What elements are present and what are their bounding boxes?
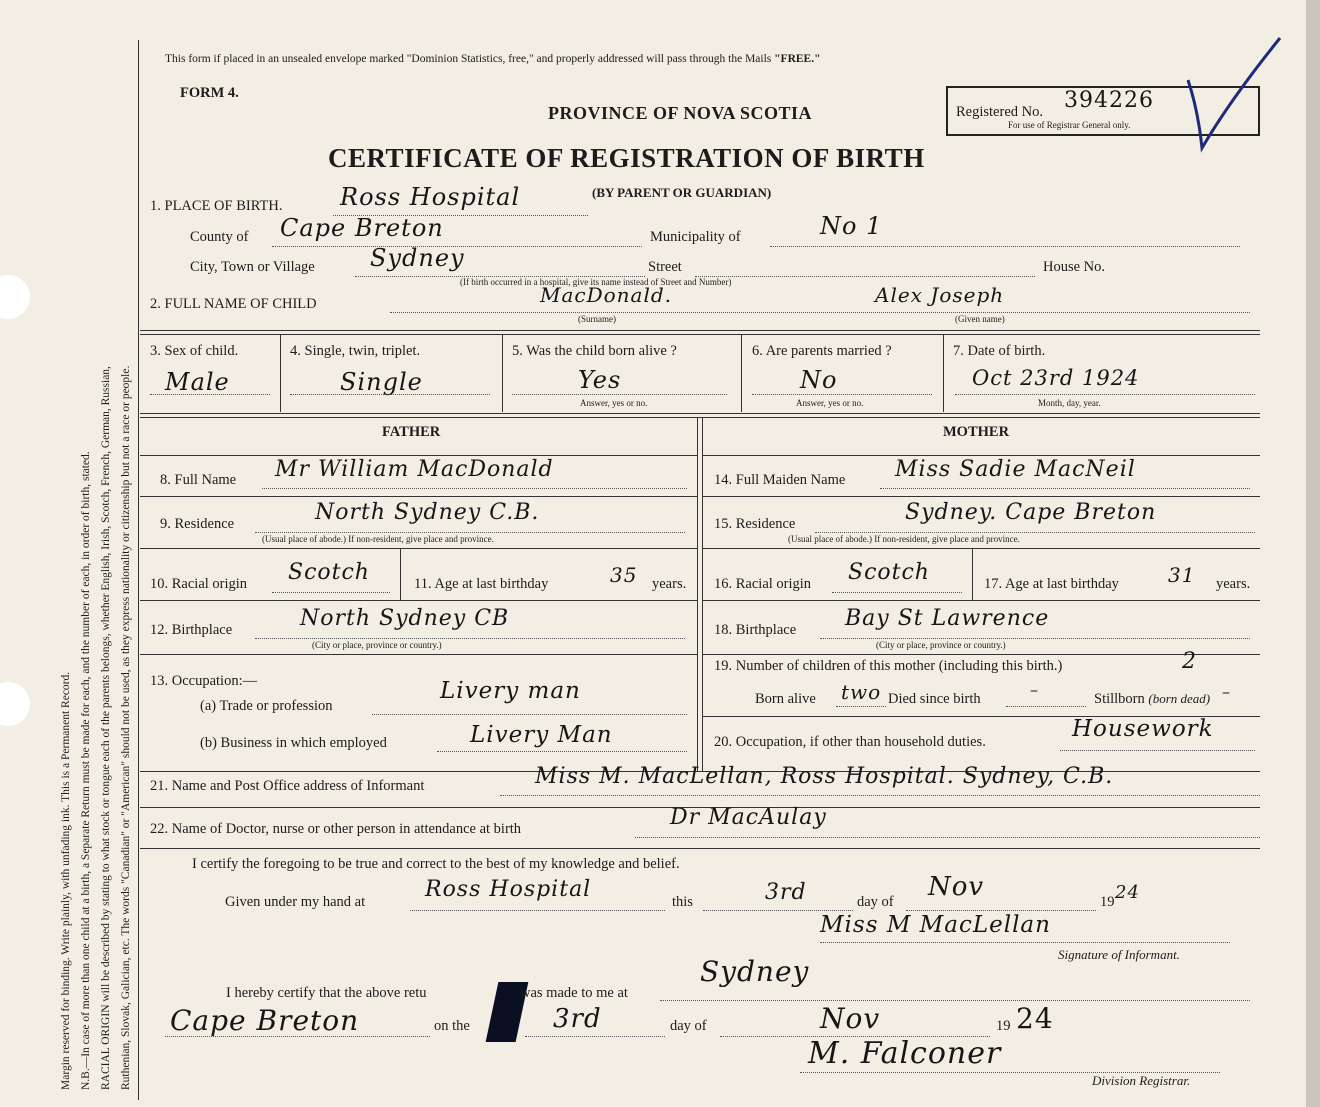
mother-age-label: 17. Age at last birthday xyxy=(984,576,1119,592)
mother-birthplace-value: Bay St Lawrence xyxy=(845,606,1050,631)
informant-signature: Miss M MacLellan xyxy=(820,912,1051,938)
child-name-label: 2. FULL NAME OF CHILD xyxy=(150,296,317,312)
certification-statement: I certify the foregoing to be true and correct to the best of my knowledge and belief. xyxy=(192,856,680,872)
born-alive-value: Yes xyxy=(578,366,622,394)
mother-name-label: 14. Full Maiden Name xyxy=(714,472,846,488)
father-business-line xyxy=(437,751,687,752)
father-occupation-label: 13. Occupation:— xyxy=(150,673,258,689)
margin-note-binding: Margin reserved for binding. Write plainly, with unfading ink. This is a Permanent Record. xyxy=(60,671,72,1090)
certification-year-prefix: 19 xyxy=(1100,894,1115,910)
hospital-note: (If birth occurred in a hospital, give its name instead of Street and Number) xyxy=(460,277,732,287)
province-heading: PROVINCE OF NOVA SCOTIA xyxy=(548,103,813,123)
father-residence-line xyxy=(255,532,685,533)
free-label: "FREE." xyxy=(774,53,821,65)
dob-label: 7. Date of birth. xyxy=(953,343,1046,359)
father-birthplace-caption: (City or place, province or country.) xyxy=(312,640,442,650)
father-residence-caption: (Usual place of abode.) If non-resident, give place and province. xyxy=(262,534,494,544)
father-birthplace-label: 12. Birthplace xyxy=(150,622,233,638)
house-no-label: House No. xyxy=(1043,259,1106,275)
city-label: City, Town or Village xyxy=(190,259,315,275)
mother-occupation-value: Housework xyxy=(1072,716,1214,742)
mother-residence-label: 15. Residence xyxy=(714,516,796,532)
divider-10-11 xyxy=(400,548,401,600)
registrar-day-of-label: day of xyxy=(670,1018,707,1034)
parents-married-label: 6. Are parents married ? xyxy=(752,343,892,359)
father-trade-line xyxy=(372,714,687,715)
father-age-value: 35 xyxy=(610,563,638,587)
mother-racial-line xyxy=(832,592,962,593)
father-name-value: Mr William MacDonald xyxy=(275,457,554,482)
registrar-signature: M. Falconer xyxy=(808,1036,1002,1071)
stillborn-note: (born dead) xyxy=(1148,691,1211,706)
born-alive-label: 5. Was the child born alive ? xyxy=(512,343,677,359)
street-line xyxy=(695,276,1035,277)
parents-divider-b xyxy=(702,417,703,772)
plurality-label: 4. Single, twin, triplet. xyxy=(290,343,421,359)
mother-residence-line xyxy=(815,532,1255,533)
sex-label: 3. Sex of child. xyxy=(150,343,239,359)
mail-notice: This form if placed in an unsealed envelope marked "Dominion Statistics, free," and properly addressed will pass through the Mails "FREE." xyxy=(165,53,821,65)
stillborn-label xyxy=(1094,691,1210,708)
rule-mother-16 xyxy=(702,548,1260,549)
paper-edge xyxy=(1306,0,1320,1107)
father-business-label: (b) Business in which employed xyxy=(200,735,387,751)
father-residence-value: North Sydney C.B. xyxy=(315,500,540,525)
by-parent-subtitle: (BY PARENT OR GUARDIAN) xyxy=(592,185,772,200)
mother-name-line xyxy=(880,488,1250,489)
checkmark-icon xyxy=(1180,30,1290,160)
born-alive-count-value: two xyxy=(841,680,882,704)
born-alive-count-line xyxy=(836,706,886,707)
street-label: Street xyxy=(648,259,682,275)
registrar-year-prefix: 19 xyxy=(996,1018,1011,1034)
born-alive-caption: Answer, yes or no. xyxy=(580,398,648,408)
father-business-value: Livery Man xyxy=(470,722,613,748)
mother-residence-caption: (Usual place of abode.) If non-resident, give place and province. xyxy=(788,534,1020,544)
mother-occupation-line xyxy=(1060,750,1255,751)
informant-signature-caption: Signature of Informant. xyxy=(1058,947,1180,962)
mother-age-unit: years. xyxy=(1216,576,1251,592)
doctor-line xyxy=(635,837,1260,838)
father-name-label: 8. Full Name xyxy=(160,472,237,488)
registrar-day-value: 3rd xyxy=(553,1004,602,1034)
registered-number: 394226 xyxy=(1064,88,1154,113)
registrar-place-value: Sydney xyxy=(700,955,810,988)
rule-mother-18 xyxy=(702,600,1260,601)
rule-father-13 xyxy=(140,654,697,655)
municipality-value: No 1 xyxy=(820,212,883,240)
died-since-birth-label: Died since birth xyxy=(888,691,981,707)
mother-racial-label: 16. Racial origin xyxy=(714,576,812,592)
stillborn-label-text: Stillborn xyxy=(1094,691,1145,707)
county-label: County of xyxy=(190,229,249,245)
parents-married-value: No xyxy=(800,366,838,394)
registrar-on-the-label: on the xyxy=(434,1018,470,1034)
certification-month-line xyxy=(906,910,1096,911)
registered-label: Registered No. xyxy=(956,104,1043,120)
child-given-name-value: Alex Joseph xyxy=(875,283,1005,307)
mother-name-value: Miss Sadie MacNeil xyxy=(895,457,1136,482)
mother-residence-value: Sydney. Cape Breton xyxy=(905,500,1157,525)
margin-note-racial-origin: RACIAL ORIGIN will be described by stating to what stock or tongue each of the parents belongs, whether English, Irish, Scotch, French, German, Russian, xyxy=(100,366,112,1090)
dob-value: Oct 23rd 1924 xyxy=(972,366,1140,390)
registrar-signature-caption: Division Registrar. xyxy=(1092,1073,1191,1088)
mother-birthplace-line xyxy=(820,638,1250,639)
father-racial-line xyxy=(272,592,390,593)
rule-mother-15 xyxy=(702,496,1260,497)
registrar-day-line xyxy=(525,1036,665,1037)
rule-row3-top xyxy=(140,330,1260,331)
certification-day-line xyxy=(703,910,853,911)
died-since-birth-line xyxy=(1006,706,1086,707)
certification-day-of-label: day of xyxy=(857,894,894,910)
county-value: Cape Breton xyxy=(280,214,444,242)
father-heading: FATHER xyxy=(382,424,441,440)
registrar-year-value: 24 xyxy=(1016,1002,1054,1035)
binding-hole-top xyxy=(0,275,30,319)
sex-line xyxy=(150,394,270,395)
registrar-county-line xyxy=(165,1036,430,1037)
sex-value: Male xyxy=(165,368,230,396)
mother-occupation-label: 20. Occupation, if other than household duties. xyxy=(714,734,986,750)
rule-row3-top-double xyxy=(140,334,1260,335)
rule-father-10 xyxy=(140,548,697,549)
father-birthplace-value: North Sydney CB xyxy=(300,606,510,631)
rule-certification-top xyxy=(140,848,1260,849)
registrar-statement-a: I hereby certify that the above retu xyxy=(226,985,427,1001)
child-name-line xyxy=(390,312,1250,313)
certification-month-value: Nov xyxy=(928,872,985,902)
father-birthplace-line xyxy=(255,638,685,639)
born-alive-count-label: Born alive xyxy=(755,691,816,707)
divider-5-6 xyxy=(741,334,742,412)
parents-married-caption: Answer, yes or no. xyxy=(796,398,864,408)
dob-line xyxy=(955,394,1255,395)
rule-father-9 xyxy=(140,496,697,497)
rule-mother-19 xyxy=(702,654,1260,655)
surname-caption: (Surname) xyxy=(578,314,616,324)
municipality-label: Municipality of xyxy=(650,229,741,245)
given-place-line xyxy=(410,910,665,911)
given-place-value: Ross Hospital xyxy=(425,877,592,902)
margin-note-racial-origin-cont: Ruthenian, Slovak, Galician, etc. The words "Canadian" or "American" should not be used, as they express nationality or citizenship but not a race or people. xyxy=(120,365,132,1090)
doctor-value: Dr MacAulay xyxy=(670,805,827,830)
rule-parents-top xyxy=(140,413,1260,414)
divider-16-17 xyxy=(972,548,973,600)
place-of-birth-label: 1. PLACE OF BIRTH. xyxy=(150,198,283,214)
registrar-county-value: Cape Breton xyxy=(170,1004,360,1037)
father-residence-label: 9. Residence xyxy=(160,516,235,532)
plurality-value: Single xyxy=(340,368,423,396)
certificate-title: CERTIFICATE OF REGISTRATION OF BIRTH xyxy=(328,143,925,173)
father-age-label: 11. Age at last birthday xyxy=(414,576,549,592)
father-racial-label: 10. Racial origin xyxy=(150,576,248,592)
registrar-use-note: For use of Registrar General only. xyxy=(1008,120,1131,130)
rule-parents-top-double xyxy=(140,417,1260,418)
binding-hole-bottom xyxy=(0,682,30,726)
registrar-statement-b: was made to me at xyxy=(520,985,628,1001)
given-under-hand-label: Given under my hand at xyxy=(225,894,366,910)
city-value: Sydney xyxy=(370,244,465,272)
registrar-month-value: Nov xyxy=(820,1002,881,1035)
father-racial-value: Scotch xyxy=(288,560,370,585)
form-left-border xyxy=(138,40,139,1100)
given-name-caption: (Given name) xyxy=(955,314,1005,324)
place-of-birth-value: Ross Hospital xyxy=(340,183,521,211)
child-surname-value: MacDonald. xyxy=(540,283,673,307)
stillborn-value: – xyxy=(1222,682,1231,701)
mother-racial-value: Scotch xyxy=(848,560,930,585)
certification-year-value: 24 xyxy=(1115,882,1140,903)
registrar-place-line xyxy=(660,1000,1250,1001)
children-count-value: 2 xyxy=(1182,649,1197,674)
informant-signature-line xyxy=(820,942,1230,943)
mother-birthplace-label: 18. Birthplace xyxy=(714,622,797,638)
divider-6-7 xyxy=(943,334,944,412)
mother-age-value: 31 xyxy=(1168,563,1196,587)
plurality-line xyxy=(290,394,490,395)
rule-mother-14 xyxy=(702,455,1260,456)
this-label: this xyxy=(672,894,693,910)
margin-note-multiple-births: N.B.—In case of more than one child at a birth, a Separate Return must be made for each, and the number of each, in order of birth, stated. xyxy=(80,451,92,1090)
divider-4-5 xyxy=(502,334,503,412)
died-since-birth-value: – xyxy=(1030,680,1039,699)
mother-heading: MOTHER xyxy=(943,424,1010,440)
rule-father-8 xyxy=(140,455,697,456)
children-count-label: 19. Number of children of this mother (including this birth.) xyxy=(714,658,1063,674)
informant-value: Miss M. MacLellan, Ross Hospital. Sydney, C.B. xyxy=(535,764,1114,789)
form-number: FORM 4. xyxy=(180,85,239,101)
dob-caption: Month, day, year. xyxy=(1038,398,1101,408)
doctor-label: 22. Name of Doctor, nurse or other person in attendance at birth xyxy=(150,821,522,837)
father-name-line xyxy=(262,488,687,489)
father-trade-value: Livery man xyxy=(440,678,581,704)
father-age-unit: years. xyxy=(652,576,687,592)
parents-divider-a xyxy=(697,417,698,772)
mother-birthplace-caption: (City or place, province or country.) xyxy=(876,640,1006,650)
father-trade-label: (a) Trade or profession xyxy=(200,698,333,714)
municipality-line xyxy=(770,246,1240,247)
parents-married-line xyxy=(752,394,932,395)
rule-father-12 xyxy=(140,600,697,601)
informant-label: 21. Name and Post Office address of Informant xyxy=(150,778,425,794)
informant-line xyxy=(500,795,1260,796)
born-alive-line xyxy=(512,394,727,395)
certification-day-value: 3rd xyxy=(765,880,807,905)
divider-3-4 xyxy=(280,334,281,412)
